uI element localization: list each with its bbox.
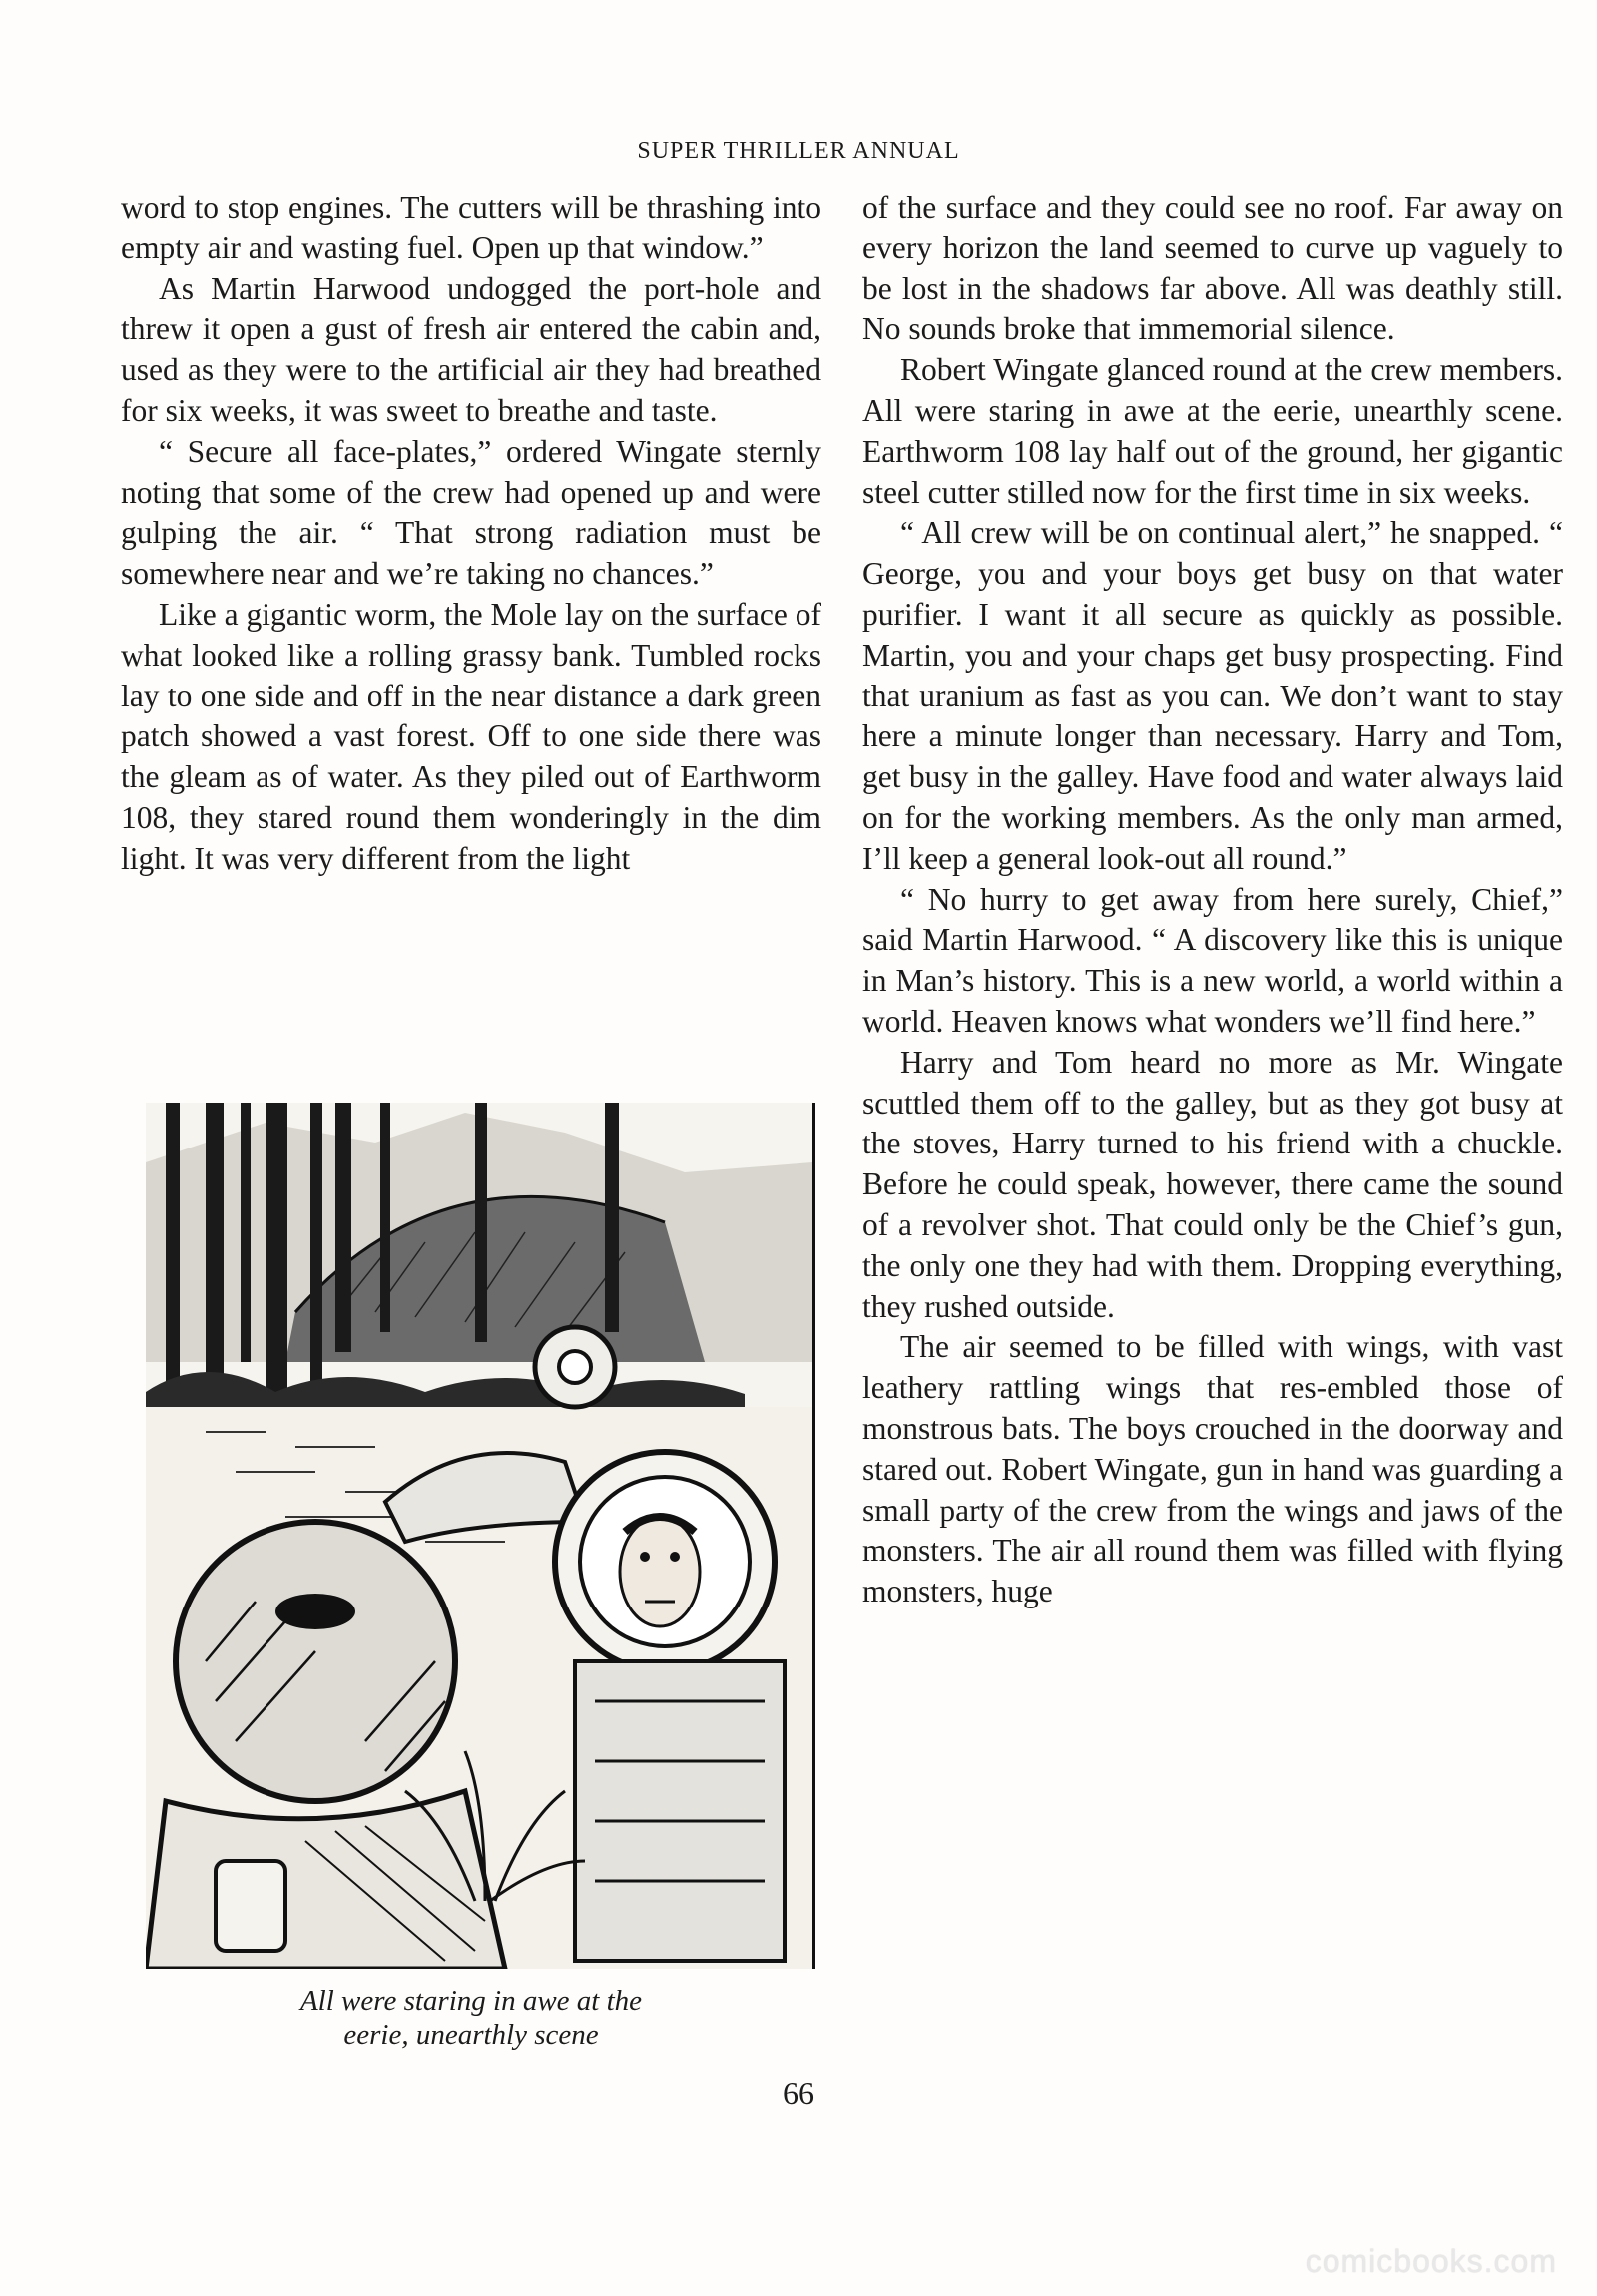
illustration bbox=[146, 1103, 815, 1969]
paragraph: of the surface and they could see no roof. Far away on every horizon the land seemed to curve up vaguely to be lost in the shadows far above. All was deathly still. No sounds broke that immemorial silence. bbox=[862, 190, 1563, 347]
paragraph: “ Secure all face-plates,” ordered Wingate sternly noting that some of the crew had opened up and were gulping the air. “ That strong radiation must be somewhere near and we’re taking no chances.” bbox=[121, 433, 821, 592]
astronauts-illustration bbox=[146, 1103, 812, 1969]
paragraph: “ No hurry to get away from here surely, Chief,” said Martin Harwood. “ A discovery like this is unique in Man’s history. This is a new world, a world within a world. Heaven knows what wonders we’ll find here.” bbox=[862, 881, 1563, 1039]
left-text-column bbox=[121, 188, 821, 880]
paragraph: As Martin Harwood undogged the port-hole and threw it open a gust of fresh air entered the cabin and, used as they were to the artificial air they had breathed for six weeks, it was sweet to breathe and taste. bbox=[121, 270, 821, 428]
site-watermark: comicbooks.com bbox=[1305, 2243, 1557, 2279]
running-header: SUPER THRILLER ANNUAL bbox=[637, 138, 960, 164]
right-text-column bbox=[862, 188, 1563, 1612]
page-number: 66 bbox=[783, 2075, 814, 2111]
paragraph: “ All crew will be on continual alert,” he snapped. “ George, you and your boys get busy on that water purifier. I want it all secure as quickly as possible. Martin, you and your chaps get busy prospecting. Find that uranium as fast as you can. We don’t want to stay here a minute longer than necessary. Harry and Tom, get busy in the galley. Have food and water always laid on for the working members. As the only man armed, I’ll keep a general look-out all round.” bbox=[862, 515, 1563, 876]
paragraph: The air seemed to be filled with wings, with vast leathery rattling wings that res-embled those of monstrous bats. The boys crouched in the doorway and stared out. Robert Wingate, gun in hand was guarding a small party of the crew from the wings and jaws of the monsters. The air all round them was filled with flying monsters, huge bbox=[862, 1329, 1563, 1609]
paragraph: Like a gigantic worm, the Mole lay on the surface of what looked like a rolling grassy bank. Tumbled rocks lay to one side and off in the near distance a dark green patch showed a vast forest. Off to one side there was the gleam as of water. As they piled out of Earthworm 108, they stared round them wonderingly in the dim light. It was very different from the light bbox=[121, 596, 821, 876]
paragraph: Robert Wingate glanced round at the crew members. All were staring in awe at the eerie, unearthly scene. Earthworm 108 lay half out of the ground, her gigantic steel cutter stilled now for the first time in six weeks. bbox=[862, 352, 1563, 510]
caption-line: All were staring in awe at the bbox=[299, 1985, 643, 2017]
caption-line: eerie, unearthly scene bbox=[343, 2019, 599, 2051]
paragraph: Harry and Tom heard no more as Mr. Wingate scuttled them off to the galley, but as they got busy at the stoves, Harry turned to his friend with a chuckle. Before he could speak, however, there came the sound of a revolver shot. That could only be the Chief’s gun, the only one they had with them. Dropping everything, they rushed outside. bbox=[862, 1044, 1563, 1324]
paragraph: word to stop engines. The cutters will be thrashing into empty air and wasting fuel. Open up that window.” bbox=[121, 190, 821, 265]
figure-caption bbox=[121, 1984, 821, 2052]
